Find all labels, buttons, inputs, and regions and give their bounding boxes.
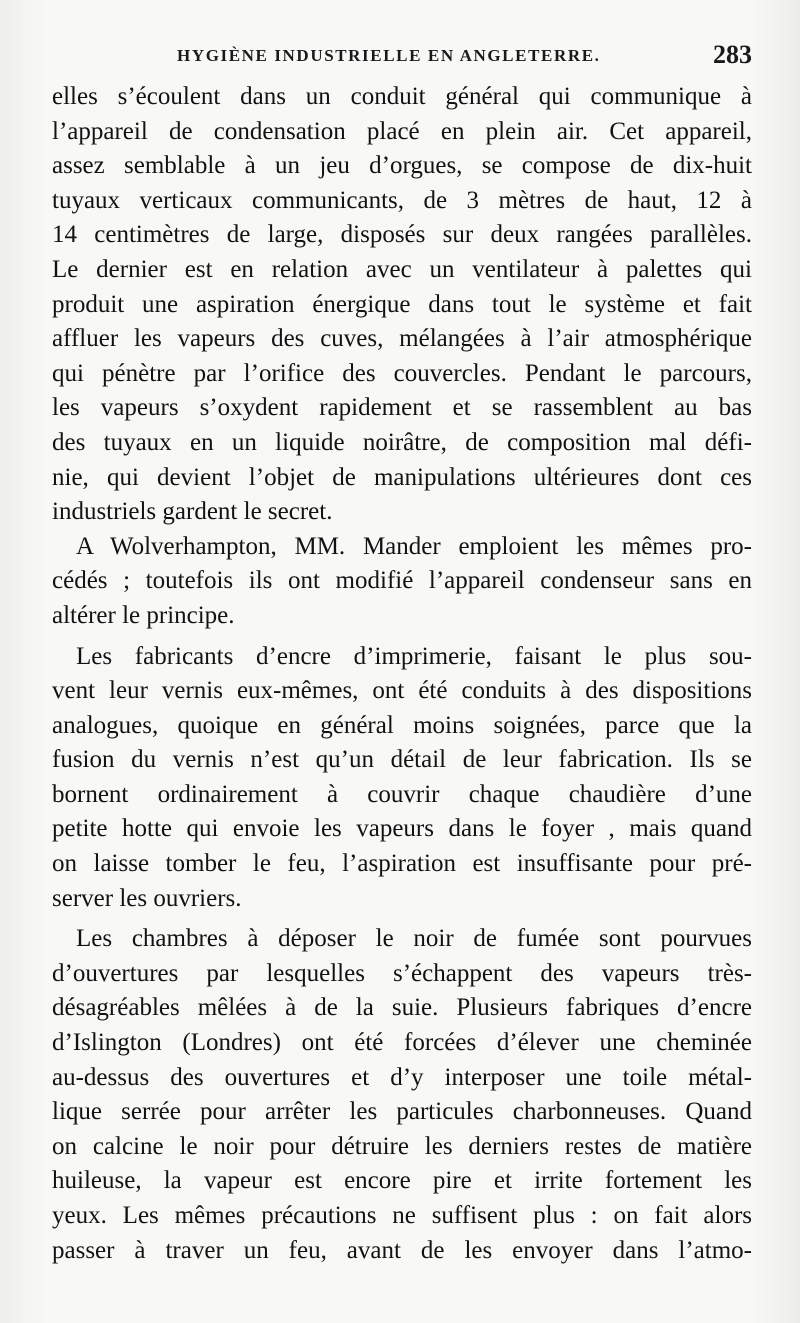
text-line: vent leur vernis eux-mêmes, ont été conduits à des dispositions — [52, 677, 752, 705]
text-line: d’Islington (Londres) ont été forcées d’élever une cheminée — [52, 1029, 752, 1057]
paragraph — [52, 640, 752, 917]
text-line: produit une aspiration énergique dans tout le système et fait — [52, 290, 752, 318]
text-line: désagréables mêlées à de la suie. Plusieurs fabriques d’encre — [52, 994, 752, 1022]
text-line: lique serrée pour arrêter les particules charbonneuses. Quand — [52, 1098, 752, 1126]
text-line: server les ouvriers. — [52, 884, 242, 912]
text-line: cédés ; toutefois ils ont modifié l’appareil condenseur sans en — [52, 567, 752, 595]
text-line: qui pénètre par l’orifice des couvercles. Pendant le parcours, — [52, 359, 752, 387]
text-line: tuyaux verticaux communicants, de 3 mètres de haut, 12 à — [52, 186, 752, 214]
body-text — [52, 80, 752, 1268]
paragraph — [52, 922, 752, 1268]
page-number: 283 — [713, 40, 752, 69]
text-line: l’appareil de condensation placé en plein air. Cet appareil, — [52, 117, 752, 145]
paragraph — [52, 80, 752, 530]
text-line: des tuyaux en un liquide noirâtre, de composition mal défi- — [52, 428, 752, 456]
page-header — [52, 40, 752, 80]
running-title: HYGIÈNE INDUSTRIELLE EN ANGLETERRE. — [177, 46, 601, 65]
text-line: fusion du vernis n’est qu’un détail de leur fabrication. Ils se — [52, 746, 752, 774]
paragraph — [52, 530, 752, 634]
text-line: Les fabricants d’encre d’imprimerie, faisant le plus sou- — [76, 642, 752, 670]
text-line: bornent ordinairement à couvrir chaque chaudière d’une — [52, 780, 752, 808]
text-line: Le dernier est en relation avec un ventilateur à palettes qui — [52, 255, 752, 283]
text-line: huileuse, la vapeur est encore pire et irrite fortement les — [52, 1167, 752, 1195]
text-line: A Wolverhampton, MM. Mander emploient les mêmes pro- — [76, 532, 752, 560]
text-line: les vapeurs s’oxydent rapidement et se rassemblent au bas — [52, 394, 752, 422]
text-line: affluer les vapeurs des cuves, mélangées à l’air atmosphérique — [52, 325, 752, 353]
text-line: on laisse tomber le feu, l’aspiration est insuffisante pour pré- — [52, 850, 752, 878]
text-line: nie, qui devient l’objet de manipulations ultérieures dont ces — [52, 463, 752, 491]
text-line: Les chambres à déposer le noir de fumée sont pourvues — [76, 925, 752, 953]
text-line: analogues, quoique en général moins soignées, parce que la — [52, 711, 752, 739]
text-line: elles s’écoulent dans un conduit général qui communique à — [52, 83, 752, 110]
text-line: 14 centimètres de large, disposés sur deux rangées parallèles. — [52, 221, 752, 249]
text-line: on calcine le noir pour détruire les derniers restes de matière — [52, 1132, 752, 1160]
text-line: d’ouvertures par lesquelles s’échappent des vapeurs très- — [52, 959, 752, 987]
text-line: passer à traver un feu, avant de les envoyer dans l’atmo- — [52, 1236, 752, 1264]
text-line: altérer le principe. — [52, 601, 235, 629]
text-line: assez semblable à un jeu d’orgues, se compose de dix-huit — [52, 152, 752, 180]
text-line: industriels gardent le secret. — [52, 498, 333, 526]
text-line: petite hotte qui envoie les vapeurs dans le foyer , mais quand — [52, 815, 752, 843]
text-line: yeux. Les mêmes précautions ne suffisent plus : on fait alors — [52, 1202, 752, 1229]
text-line: au-dessus des ouvertures et d’y interposer une toile métal- — [52, 1063, 752, 1091]
